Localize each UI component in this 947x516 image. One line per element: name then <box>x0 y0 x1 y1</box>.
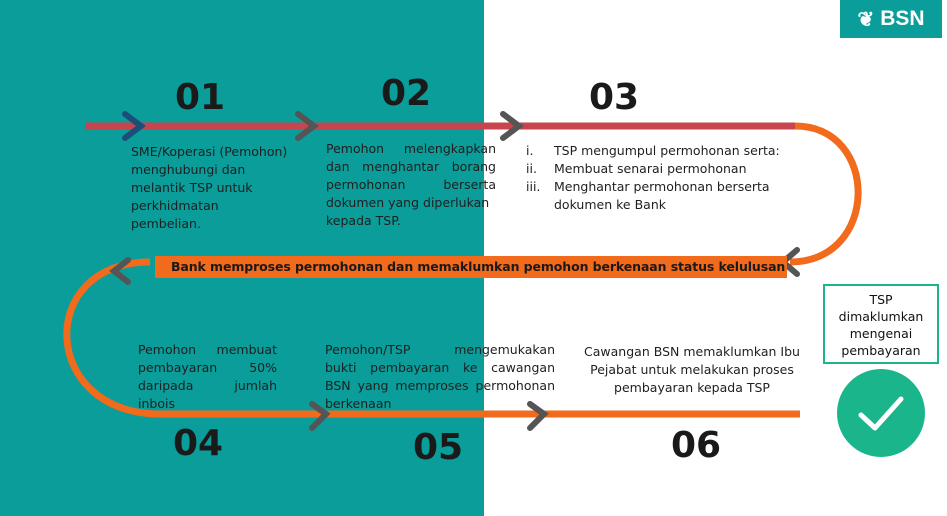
step-6-description <box>576 343 808 397</box>
tree-icon: ❦ <box>857 8 875 31</box>
logo-text: BSN <box>880 7 925 30</box>
text-line: Pejabat untuk melakukan proses <box>590 362 794 377</box>
text-line: menghubungi dan <box>131 162 246 177</box>
step-number: 03 <box>589 77 640 118</box>
text-line: melantik TSP untuk <box>131 180 253 195</box>
step-2-description <box>326 140 496 230</box>
right-curve <box>790 126 858 262</box>
check-icon <box>837 369 925 457</box>
list-item: i. TSP mengumpul permohonan serta: <box>526 143 780 158</box>
list-item: ii. Membuat senarai permohonan <box>526 161 747 176</box>
text-line: SME/Koperasi (Pemohon) <box>131 144 288 159</box>
text-line: berkenaan <box>325 396 392 411</box>
list-item: iii. Menghantar permohonan berserta <box>526 179 770 194</box>
step-number: 01 <box>175 77 226 118</box>
text-line: dimaklumkan <box>838 309 924 324</box>
text-line: Cawangan BSN memaklumkan Ibu <box>584 344 800 359</box>
chevron-left-icon <box>114 260 128 282</box>
payment-notice-box <box>823 284 939 364</box>
text-line: inbois <box>138 396 175 411</box>
step-number: 05 <box>413 427 464 468</box>
step-number: 04 <box>173 423 224 464</box>
text-line: pembelian. <box>131 216 201 231</box>
text-line: Pemohon membuat <box>138 342 277 357</box>
step-number: 02 <box>381 73 432 114</box>
text-line: Pemohon/TSP mengemukakan <box>325 342 555 357</box>
approval-banner: Bank memproses permohonan dan memaklumkan pemohon berkenaan status kelulusan <box>155 256 787 278</box>
text-line: TSP <box>869 292 893 307</box>
step-3-description <box>526 142 796 214</box>
text-line: Pemohon melengkapkan <box>326 141 496 156</box>
text-line: pembayaran 50% <box>138 360 277 375</box>
text-line: dan menghantar borang <box>326 159 496 174</box>
text-line: permohonan berserta <box>326 177 496 192</box>
step-number: 06 <box>671 425 722 466</box>
text-line: pembayaran <box>841 343 921 358</box>
text-line: perkhidmatan <box>131 198 219 213</box>
step-5-description <box>325 341 555 413</box>
text-line: bukti pembayaran ke cawangan <box>325 360 555 375</box>
step-3-list <box>526 142 796 214</box>
text-line: kepada TSP. <box>326 213 401 228</box>
text-line: BSN yang memproses permohonan <box>325 378 555 393</box>
text-line: daripada jumlah <box>138 378 277 393</box>
step-1-description <box>131 143 311 233</box>
list-item: dokumen ke Bank <box>554 197 666 212</box>
text-line: mengenai <box>849 326 913 341</box>
text-line: dokumen yang diperlukan <box>326 195 490 210</box>
step-4-description <box>138 341 277 413</box>
text-line: pembayaran kepada TSP <box>614 380 770 395</box>
